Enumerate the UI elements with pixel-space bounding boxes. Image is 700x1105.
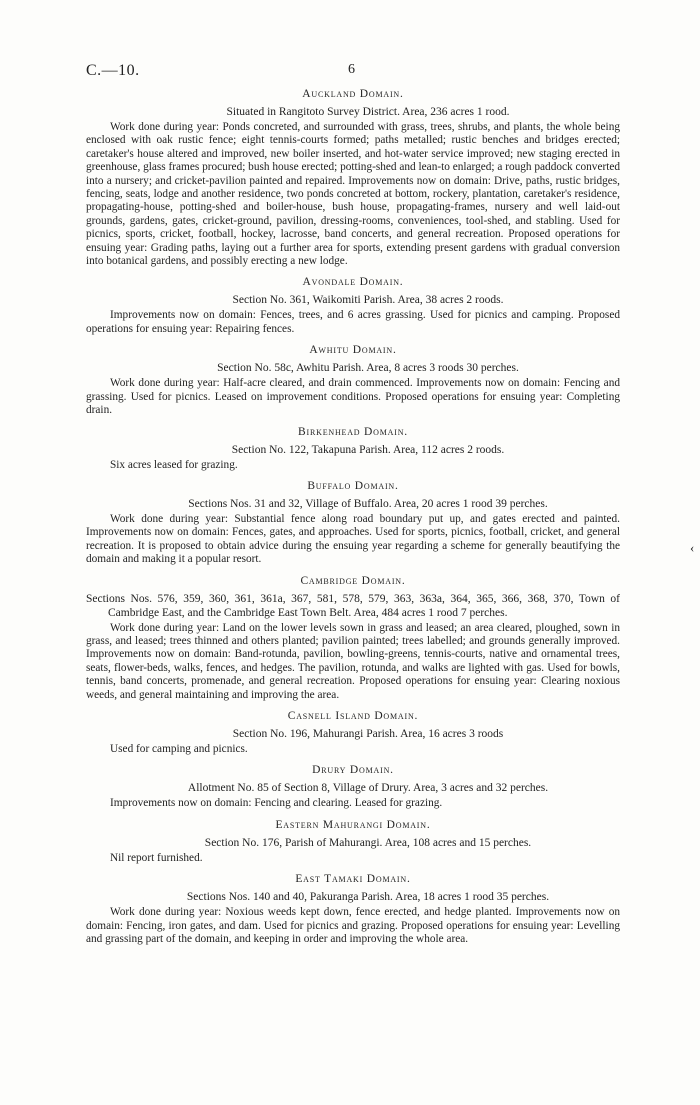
- domain-section-awhitu: [86, 344, 620, 417]
- section-location: Section No. 361, Waikomiti Parish. Area, 38 acres 2 roods.: [232, 294, 504, 307]
- domain-section-avondale: [86, 276, 620, 336]
- domain-section-east-tamaki: [86, 873, 620, 946]
- section-location: Section No. 122, Takapuna Parish. Area, 112 acres 2 roods.: [231, 443, 505, 456]
- section-text: Work done during year: Land on the lower levels sown in grass and leased; an area cleared, ploughed, sown in grass, and leased; trees thinned and others planted; pavilion painted; trees labelled; and grounds generally improved. Improvements now on domain: Band-rotunda, pavilion, bowling-greens, tennis-courts, native and ornamental trees, seats, flower-beds, walks, fences, and hedges. The pavilion, rotunda, and walks are lighted with gas. Used for bowls, tennis, band concerts, promenade, and general recreation. Proposed operations for ensuing year: Clearing noxious weeds, and general maintaining and improving the area.: [86, 621, 620, 701]
- section-text: Improvements now on domain: Fences, trees, and 6 acres grassing. Used for picnics and camping. Proposed operations for ensuing year: Repairing fences.: [86, 309, 620, 335]
- section-location: Allotment No. 85 of Section 8, Village of Drury. Area, 3 acres and 32 perches.: [187, 782, 549, 795]
- section-text: Six acres leased for grazing.: [110, 458, 238, 471]
- page-number: 6: [348, 62, 355, 77]
- section-location: Sections Nos. 140 and 40, Pakuranga Parish. Area, 18 acres 1 rood 35 perches.: [186, 891, 550, 904]
- domain-section-eastern-mahurangi: [86, 819, 620, 865]
- section-text: Improvements now on domain: Fencing and clearing. Leased for grazing.: [110, 797, 443, 810]
- section-location: Sections Nos. 31 and 32, Village of Buffalo. Area, 20 acres 1 rood 39 perches.: [188, 497, 548, 510]
- section-location: Section No. 196, Mahurangi Parish. Area, 16 acres 3 roods: [232, 727, 504, 740]
- domain-section-buffalo: [86, 480, 620, 567]
- domain-section-birkenhead: [86, 426, 620, 472]
- section-text: Work done during year: Ponds concreted, and surrounded with grass, trees, shrubs, and plants, the whole being enclosed with oak rustic fence; eight tennis-courts formed; paths metalled; rustic benches and bridges erected; caretaker's house altered and improved, new boiler inserted, and hot-water service improved; new staging erected in greenhouse, glass frames procured; bush house erected; potting-shed and lean-to enlarged; a rough paddock converted into a nursery; and cricket-pavilion painted and repaired. Improvements now on domain: Drive, paths, rustic bridges, fencing, seats, lodge and another residence, two ponds concreted at bottom, rockery, plantation, caretaker's residence, propagating-house, potting-shed and boiler-house, bush house, propagating-frames, nursery and well laid-out grounds, gardens, gates, cricket-ground, pavilion, dressing-rooms, conveniences, tool-shed, and stabling. Used for picnics, sports, cricket, football, hockey, lacrosse, band concerts, and general recreation. Proposed operations for ensuing year: Grading paths, laying out a further area for sports, extending present gardens with gradual conversion into botanical gardens, and possibly erecting a new lodge.: [86, 121, 621, 268]
- domain-section-cambridge: [86, 575, 620, 702]
- section-location: Sections Nos. 576, 359, 360, 361, 361a, 367, 581, 578, 579, 363, 363a, 364, 365, 366, 368, 370, Town of Cambridge East, and the Cambridge East Town Belt. Area, 484 acres 1 rood 7 perches.: [86, 592, 620, 619]
- section-title: East Tamaki Domain.: [295, 873, 411, 886]
- section-text: Work done during year: Half-acre cleared, and drain commenced. Improvements now on domain: Fencing and grassing. Used for picnics. Leased on improvement conditions. Proposed operations for ensuing year: Completing drain.: [86, 377, 620, 417]
- section-text: Work done during year: Noxious weeds kept down, fence erected, and hedge planted. Improvements now on domain: Fencing, iron gates, and dam. Used for picnics and grazing. Proposed operations for ensuing year: Levelling and grassing part of the domain, and keeping in order and improving the whole area.: [86, 906, 620, 945]
- section-title: Birkenhead Domain.: [298, 425, 408, 438]
- section-title: Avondale Domain.: [302, 276, 404, 289]
- section-title: Awhitu Domain.: [309, 344, 397, 357]
- section-title: Buffalo Domain.: [307, 479, 399, 492]
- document-body: [86, 88, 620, 946]
- section-location: Situated in Rangitoto Survey District. Area, 236 acres 1 rood.: [226, 106, 510, 118]
- margin-mark: ‹: [690, 540, 695, 555]
- document-reference: C.—10.: [86, 62, 140, 79]
- section-title: Drury Domain.: [312, 764, 394, 777]
- section-text: Used for camping and picnics.: [110, 742, 248, 755]
- section-text: Nil report furnished.: [110, 851, 203, 864]
- section-title: Eastern Mahurangi Domain.: [275, 818, 431, 831]
- domain-section-drury: [86, 764, 620, 810]
- domain-section-casnell-island: [86, 710, 620, 756]
- domain-section-auckland: [86, 88, 620, 268]
- section-text: Work done during year: Substantial fence along road boundary put up, and gates erected and painted. Improvements now on domain: Fences, gates, and approaches. Used for sports, picnics, football, cricket, and general recreation. It is proposed to obtain advice during the ensuing year regarding a scheme for generally beautifying the domain and making it a popular resort.: [86, 512, 620, 566]
- section-location: Section No. 176, Parish of Mahurangi. Area, 108 acres and 15 perches.: [204, 836, 532, 849]
- section-title: Cambridge Domain.: [300, 574, 406, 587]
- section-title: Casnell Island Domain.: [287, 709, 419, 722]
- section-location: Section No. 58c, Awhitu Parish. Area, 8 acres 3 roods 30 perches.: [217, 362, 519, 375]
- section-title: Auckland Domain.: [302, 88, 404, 100]
